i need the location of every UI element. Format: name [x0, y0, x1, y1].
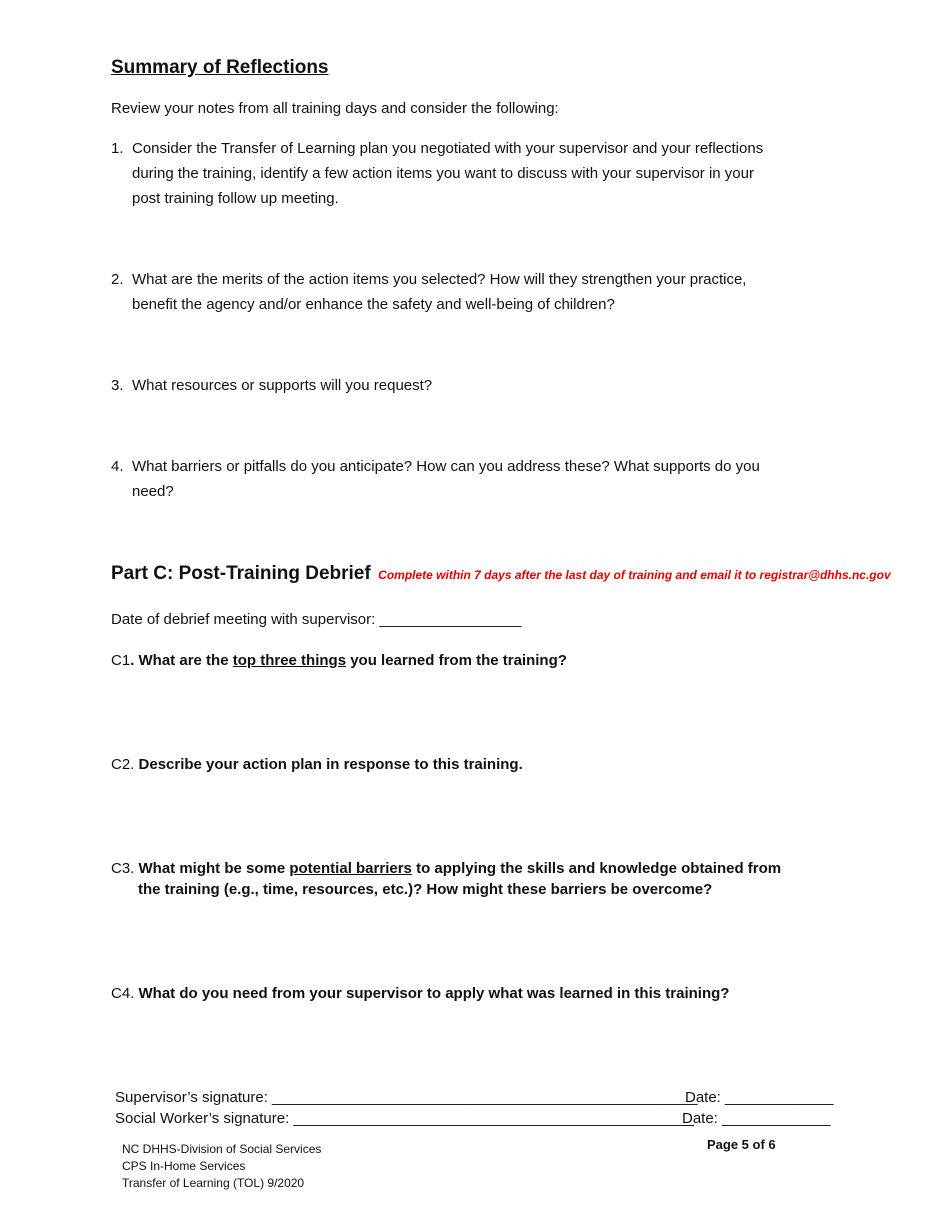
item-line: What barriers or pitfalls do you anticipate? How can you address these? What supports do you [132, 458, 760, 475]
question-c1 [111, 650, 811, 671]
question-c2 [111, 754, 811, 775]
intro-text: Review your notes from all training days and consider the following: [111, 100, 559, 117]
question-text: . What are the [130, 652, 233, 669]
question-label: C4. [111, 985, 139, 1002]
footer-line: CPS In-Home Services [122, 1159, 246, 1173]
question-emphasis: top three things [232, 652, 347, 669]
supervisor-date-line[interactable]: Date: _____________ [685, 1089, 834, 1106]
footer-line: NC DHHS-Division of Social Services [122, 1142, 322, 1156]
question-text: Describe your action plan in response to this training. [138, 756, 523, 773]
item-line: post training follow up meeting. [132, 190, 339, 207]
item-line: Consider the Transfer of Learning plan you negotiated with your supervisor and your reflections [132, 140, 764, 157]
item-number: 4. [111, 458, 124, 475]
question-c4 [111, 983, 811, 1004]
question-label: C3. [111, 860, 139, 877]
debrief-date-line: Date of debrief meeting with supervisor: _________________ [111, 611, 522, 628]
footer-info [122, 1141, 321, 1192]
question-text: What might be some [138, 860, 290, 877]
item-line: during the training, identify a few action items you want to discuss with your supervisor in your [132, 165, 754, 182]
supervisor-signature-line[interactable]: Supervisor’s signature: ___________________________________________________ [115, 1089, 698, 1106]
item-number: 3. [111, 377, 124, 394]
question-continuation: the training (e.g., time, resources, etc.)? How might these barriers be overcome? [138, 881, 713, 898]
social-worker-date-line[interactable]: Date: _____________ [682, 1110, 831, 1127]
item-number: 1. [111, 140, 124, 157]
question-text: you learned from the training? [346, 652, 567, 669]
question-text: to applying the skills and knowledge obtained from [411, 860, 782, 877]
question-label: C1 [111, 652, 131, 669]
question-c3 [111, 858, 811, 900]
item-line: What are the merits of the action items you selected? How will they strengthen your practice, [132, 271, 747, 288]
question-label: C2. [111, 756, 139, 773]
item-number: 2. [111, 271, 124, 288]
question-text: What do you need from your supervisor to apply what was learned in this training? [138, 985, 730, 1002]
part-c-instruction: Complete within 7 days after the last day of training and email it to registrar@dhhs.nc.gov [378, 568, 891, 582]
footer-line: Transfer of Learning (TOL) 9/2020 [122, 1176, 305, 1190]
question-emphasis: potential barriers [289, 860, 412, 877]
item-line: benefit the agency and/or enhance the safety and well-being of children? [132, 296, 615, 313]
part-c-title: Part C: Post-Training Debrief [111, 563, 371, 584]
page-title: Summary of Reflections [111, 57, 329, 78]
item-line: What resources or supports will you request? [132, 377, 433, 394]
reflection-item-2 [111, 267, 811, 317]
item-line: need? [132, 483, 174, 500]
reflection-item-4 [111, 454, 811, 504]
reflection-item-1 [111, 136, 811, 211]
page-number: Page 5 of 6 [707, 1137, 776, 1152]
part-c-heading [111, 563, 891, 585]
reflection-item-3 [111, 373, 811, 398]
social-worker-signature-line[interactable]: Social Worker’s signature: ________________________________________________ [115, 1110, 694, 1127]
